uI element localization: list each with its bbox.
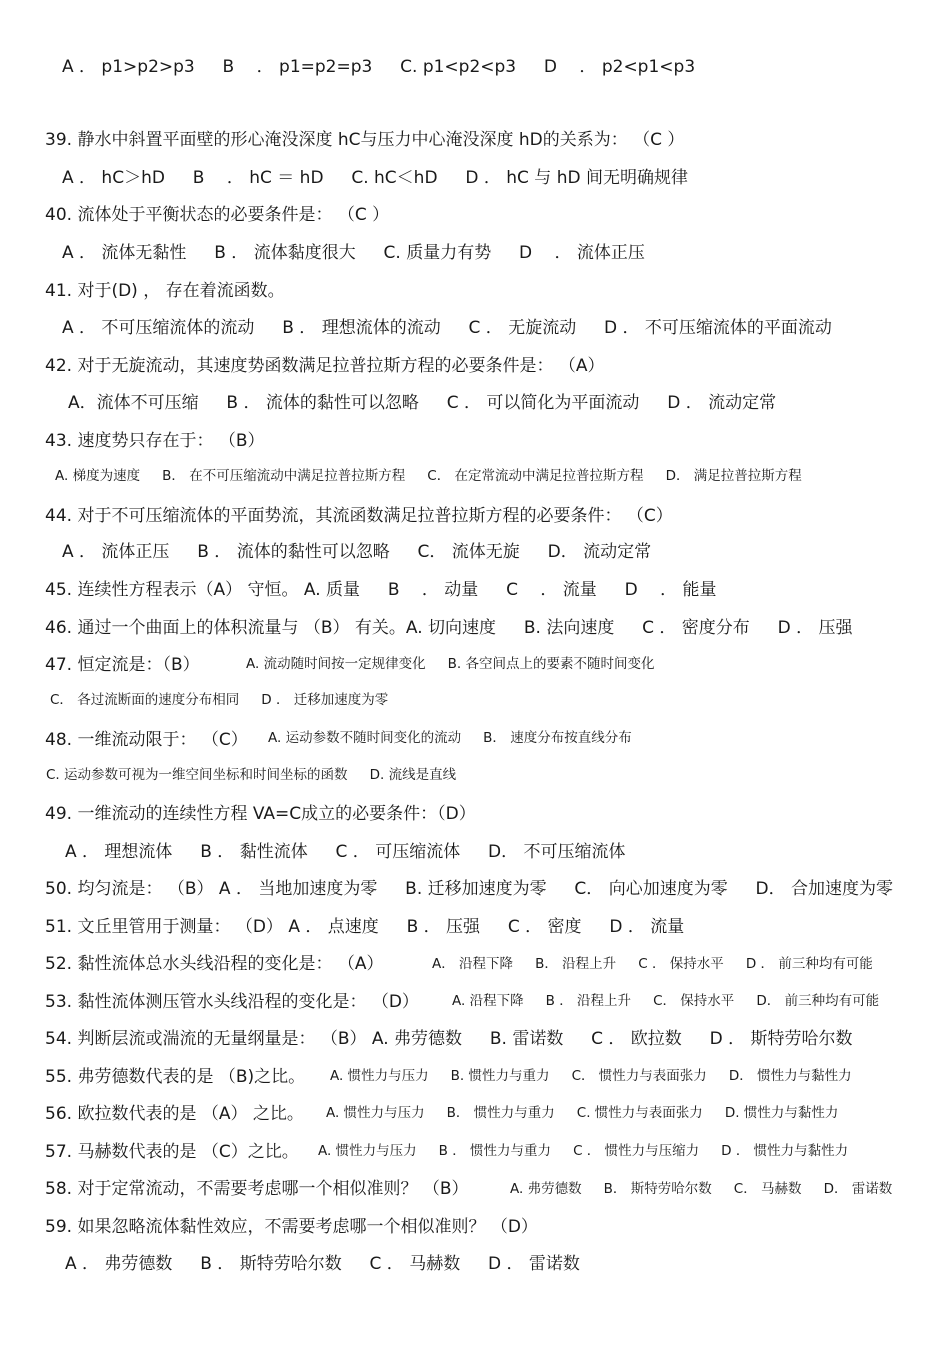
q57-options: A. 惯性力与压力 B ． 惯性力与重力 C ． 惯性力与压缩力 D ． 惯性力与黏性力 [318,1143,849,1159]
q48-question: 48. 一维流动限于： （C） [45,730,248,750]
q39-question: 39. 静水中斜置平面壁的形心淹没深度 hC与压力中心淹没深度 hD的关系为： （C ） [45,130,685,150]
q54-question: 54. 判断层流或湍流的无量纲量是： （B） A. 弗劳德数 B. 雷诺数 C ． 欧拉数 D ． 斯特劳哈尔数 [45,1029,853,1049]
q56-question: 56. 欧拉数代表的是 （A） 之比。 [45,1104,304,1124]
q59-options: A ． 弗劳德数 B ． 斯特劳哈尔数 C ． 马赫数 D ． 雷诺数 [65,1254,580,1274]
q47-options-2: C． 各过流断面的速度分布相同 D ． 迁移加速度为零 [50,692,389,708]
q59-question: 59. 如果忽略流体黏性效应，不需要考虑哪一个相似准则？ （D） [45,1217,538,1237]
q38-options: A ． p1>p2>p3 B ． p1=p2=p3 C. p1<p2<p3 D ． p2<p1<p3 [62,57,696,77]
q42-options: A．流体不可压缩 B ． 流体的黏性可以忽略 C ． 可以简化为平面流动 D ． 流动定常 [68,393,777,413]
q40-question: 40. 流体处于平衡状态的必要条件是： （C ） [45,205,390,225]
q40-options: A ． 流体无黏性 B ． 流体黏度很大 C. 质量力有势 D ． 流体正压 [62,243,645,263]
q47-question: 47. 恒定流是：（B） [45,655,200,675]
q42-question: 42. 对于无旋流动，其速度势函数满足拉普拉斯方程的必要条件是： （A） [45,356,605,376]
q55-question: 55. 弗劳德数代表的是 （B)之比。 [45,1067,306,1087]
q43-options: A. 梯度为速度 B． 在不可压缩流动中满足拉普拉斯方程 C． 在定常流动中满足拉普拉斯方程 D． 满足拉普拉斯方程 [55,468,802,484]
q41-question: 41. 对于(D) ， 存在着流函数。 [45,281,285,301]
q39-options: A ． hC＞hD B ． hC ＝ hD C. hC＜hD D ． hC 与 hD 间无明确规律 [62,168,688,188]
q41-options: A ． 不可压缩流体的流动 B ． 理想流体的流动 C ． 无旋流动 D ． 不可压缩流体的平面流动 [62,318,832,338]
q43-question: 43. 速度势只存在于： （B） [45,431,265,451]
q57-question: 57. 马赫数代表的是 （C）之比。 [45,1142,299,1162]
q58-options: A. 弗劳德数 B． 斯特劳哈尔数 C． 马赫数 D． 雷诺数 [510,1181,893,1197]
q49-options: A ． 理想流体 B ． 黏性流体 C ． 可压缩流体 D． 不可压缩流体 [65,842,626,862]
q47-options-1: A. 流动随时间按一定规律变化 B. 各空间点上的要素不随时间变化 [246,656,655,672]
q56-options: A. 惯性力与压力 B． 惯性力与重力 C. 惯性力与表面张力 D. 惯性力与黏性力 [326,1105,839,1121]
q58-question: 58. 对于定常流动，不需要考虑哪一个相似准则？ （B） [45,1179,469,1199]
q53-question: 53. 黏性流体测压管水头线沿程的变化是： （D） [45,992,419,1012]
q55-options: A. 惯性力与压力 B. 惯性力与重力 C． 惯性力与表面张力 D． 惯性力与黏性力 [330,1068,852,1084]
q52-question: 52. 黏性流体总水头线沿程的变化是： （A） [45,954,384,974]
q52-options: A． 沿程下降 B． 沿程上升 C ． 保持水平 D ． 前三种均有可能 [432,956,873,972]
q48-options-1: A. 运动参数不随时间变化的流动 B． 速度分布按直线分布 [268,730,632,746]
q49-question: 49. 一维流动的连续性方程 VA=C成立的必要条件：（D） [45,804,476,824]
q48-options-2: C. 运动参数可视为一维空间坐标和时间坐标的函数 D. 流线是直线 [46,767,457,783]
q50-question: 50. 均匀流是： （B） A ． 当地加速度为零 B. 迁移加速度为零 C． 向心加速度为零 D． 合加速度为零 [45,879,894,899]
q53-options: A. 沿程下降 B ． 沿程上升 C． 保持水平 D． 前三种均有可能 [452,993,880,1009]
q45-question: 45. 连续性方程表示（A） 守恒。 A. 质量 B ． 动量 C ． 流量 D ． 能量 [45,580,717,600]
q46-question: 46. 通过一个曲面上的体积流量与 （B） 有关。A. 切向速度 B. 法向速度 C ． 密度分布 D ． 压强 [45,618,853,638]
q44-options: A ． 流体正压 B ． 流体的黏性可以忽略 C． 流体无旋 D． 流动定常 [62,542,652,562]
q51-question: 51. 文丘里管用于测量： （D） A ． 点速度 B ． 压强 C ． 密度 D ． 流量 [45,917,685,937]
q44-question: 44. 对于不可压缩流体的平面势流，其流函数满足拉普拉斯方程的必要条件： （C） [45,506,673,526]
